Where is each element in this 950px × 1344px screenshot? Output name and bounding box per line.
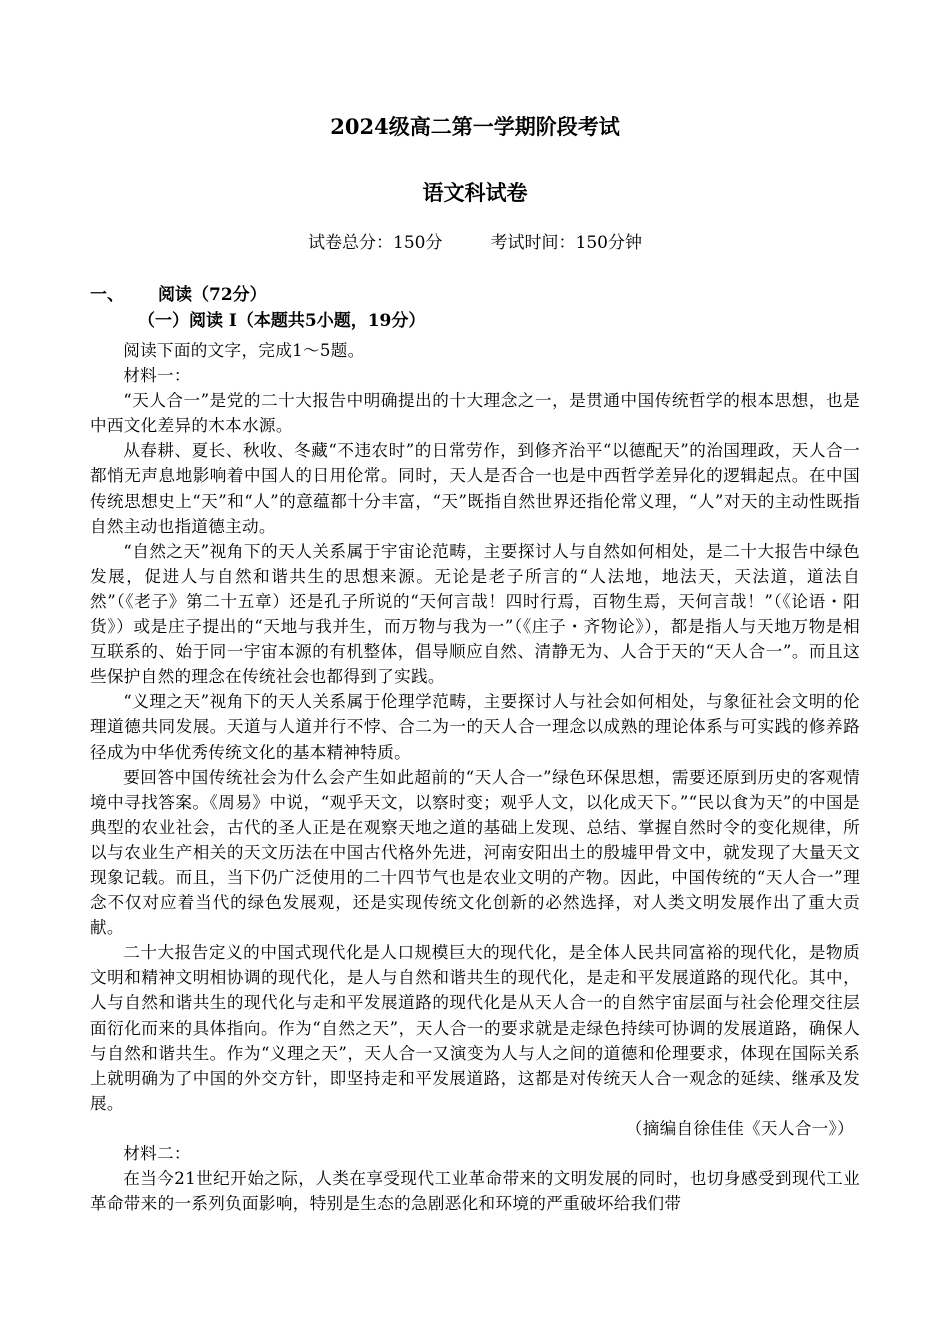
paragraph: “天人合一”是党的二十大报告中明确提出的十大理念之一，是贯通中国传统哲学的根本思想，也是中西文化差异的木本水源。	[90, 391, 860, 436]
paragraph: 从春耕、夏长、秋收、冬藏“不违农时”的日常劳作，到修齐治平“以德配天”的治国理政，天人合一都悄无声息地影响着中国人的日用伦常。同时，天人是否合一也是中西哲学差异化的逻辑起点。在中国传统思想史上“天”和“人”的意蕴都十分丰富，“天”既指自然世界还指伦常义理，“人”对天的主动性既指自然主动也指道德主动。	[90, 441, 860, 536]
paragraph: 在当今21世纪开始之际，人类在享受现代工业革命带来的文明发展的同时，也切身感受到现代工业革命带来的一系列负面影响，特别是生态的急剧恶化和环境的严重破坏给我们带	[90, 1169, 860, 1214]
exam-duration: 考试时间：150分钟	[490, 233, 642, 253]
total-score: 试卷总分：150分	[308, 233, 443, 253]
paragraph: “义理之天”视角下的天人关系属于伦理学范畴，主要探讨人与社会如何相处，与象征社会文明的伦理道德共同发展。天道与人道并行不悖、合二为一的天人合一理念以成熟的理论体系与可实践的修养路径成为中华优秀传统文化的基本精神特质。	[90, 692, 860, 762]
reading-text	[90, 338, 860, 1216]
material-two-label: 材料二：	[123, 1144, 191, 1163]
paragraph: “自然之天”视角下的天人关系属于宇宙论范畴，主要探讨人与自然如何相处，是二十大报告中绿色发展，促进人与自然和谐共生的思想来源。无论是老子所言的“人法地，地法天，天法道，道法自然”（《老子》第二十五章）还是孔子所说的“天何言哉！四时行焉，百物生焉，天何言哉！”（《论语・阳货》）或是庄子提出的“天地与我并生，而万物与我为一”（《庄子・齐物论》），都是指人与天地万物是相互联系的、始于同一宇宙本源的有机整体，倡导顺应自然、清静无为、人合于天的“天人合一”。而且这些保护自然的理念在传统社会也都得到了实践。	[90, 541, 860, 687]
instruction: 阅读下面的文字，完成1～5题。	[123, 341, 365, 360]
exam-subtitle: 语文科试卷	[422, 180, 528, 205]
paragraph: 二十大报告定义的中国式现代化是人口规模巨大的现代化，是全体人民共同富裕的现代化，是物质文明和精神文明相协调的现代化，是人与自然和谐共生的现代化，是走和平发展道路的现代化。其中，人与自然和谐共生的现代化与走和平发展道路的现代化是从天人合一的自然宇宙层面与社会伦理交往层面衍化而来的具体指向。作为“自然之天”，天人合一的要求就是走绿色持续可协调的发展道路，确保人与自然和谐共生。作为“义理之天”，天人合一又演变为人与人之间的道德和伦理要求，体现在国际关系上就明确为了中国的外交方针，即坚持走和平发展道路，这都是对传统天人合一观念的延续、继承及发展。	[90, 943, 860, 1113]
material-one-label: 材料一：	[123, 366, 191, 386]
source-citation: （摘编自徐佳佳《天人合一》）	[625, 1118, 854, 1138]
part-heading: （一）阅读 I（本题共5小题，19分）	[138, 311, 426, 331]
section-number: 一、	[90, 285, 124, 305]
section-heading	[90, 284, 267, 306]
section-title: 阅读（72分）	[158, 285, 267, 305]
exam-title: 2024级高二第一学期阶段考试	[330, 114, 620, 139]
paragraph: 要回答中国传统社会为什么会产生如此超前的“天人合一”绿色环保思想，需要还原到历史的客观情境中寻找答案。《周易》中说，“观乎天文，以察时变；观乎人文，以化成天下。”“民以食为天”的中国是典型的农业社会，古代的圣人正是在观察天地之道的基础上发现、总结、掌握自然时令的变化规律，所以与农业生产相关的天文历法在中国古代格外先进，河南安阳出土的殷墟甲骨文中，就发现了大量天文现象记载。而且，当下仍广泛使用的二十四节气也是农业文明的产物。因此，中国传统的“天人合一”理念不仅对应着当代的绿色发展观，还是实现传统文化创新的必然选择，对人类文明发展作出了重大贡献。	[90, 767, 860, 938]
exam-meta	[0, 231, 950, 255]
